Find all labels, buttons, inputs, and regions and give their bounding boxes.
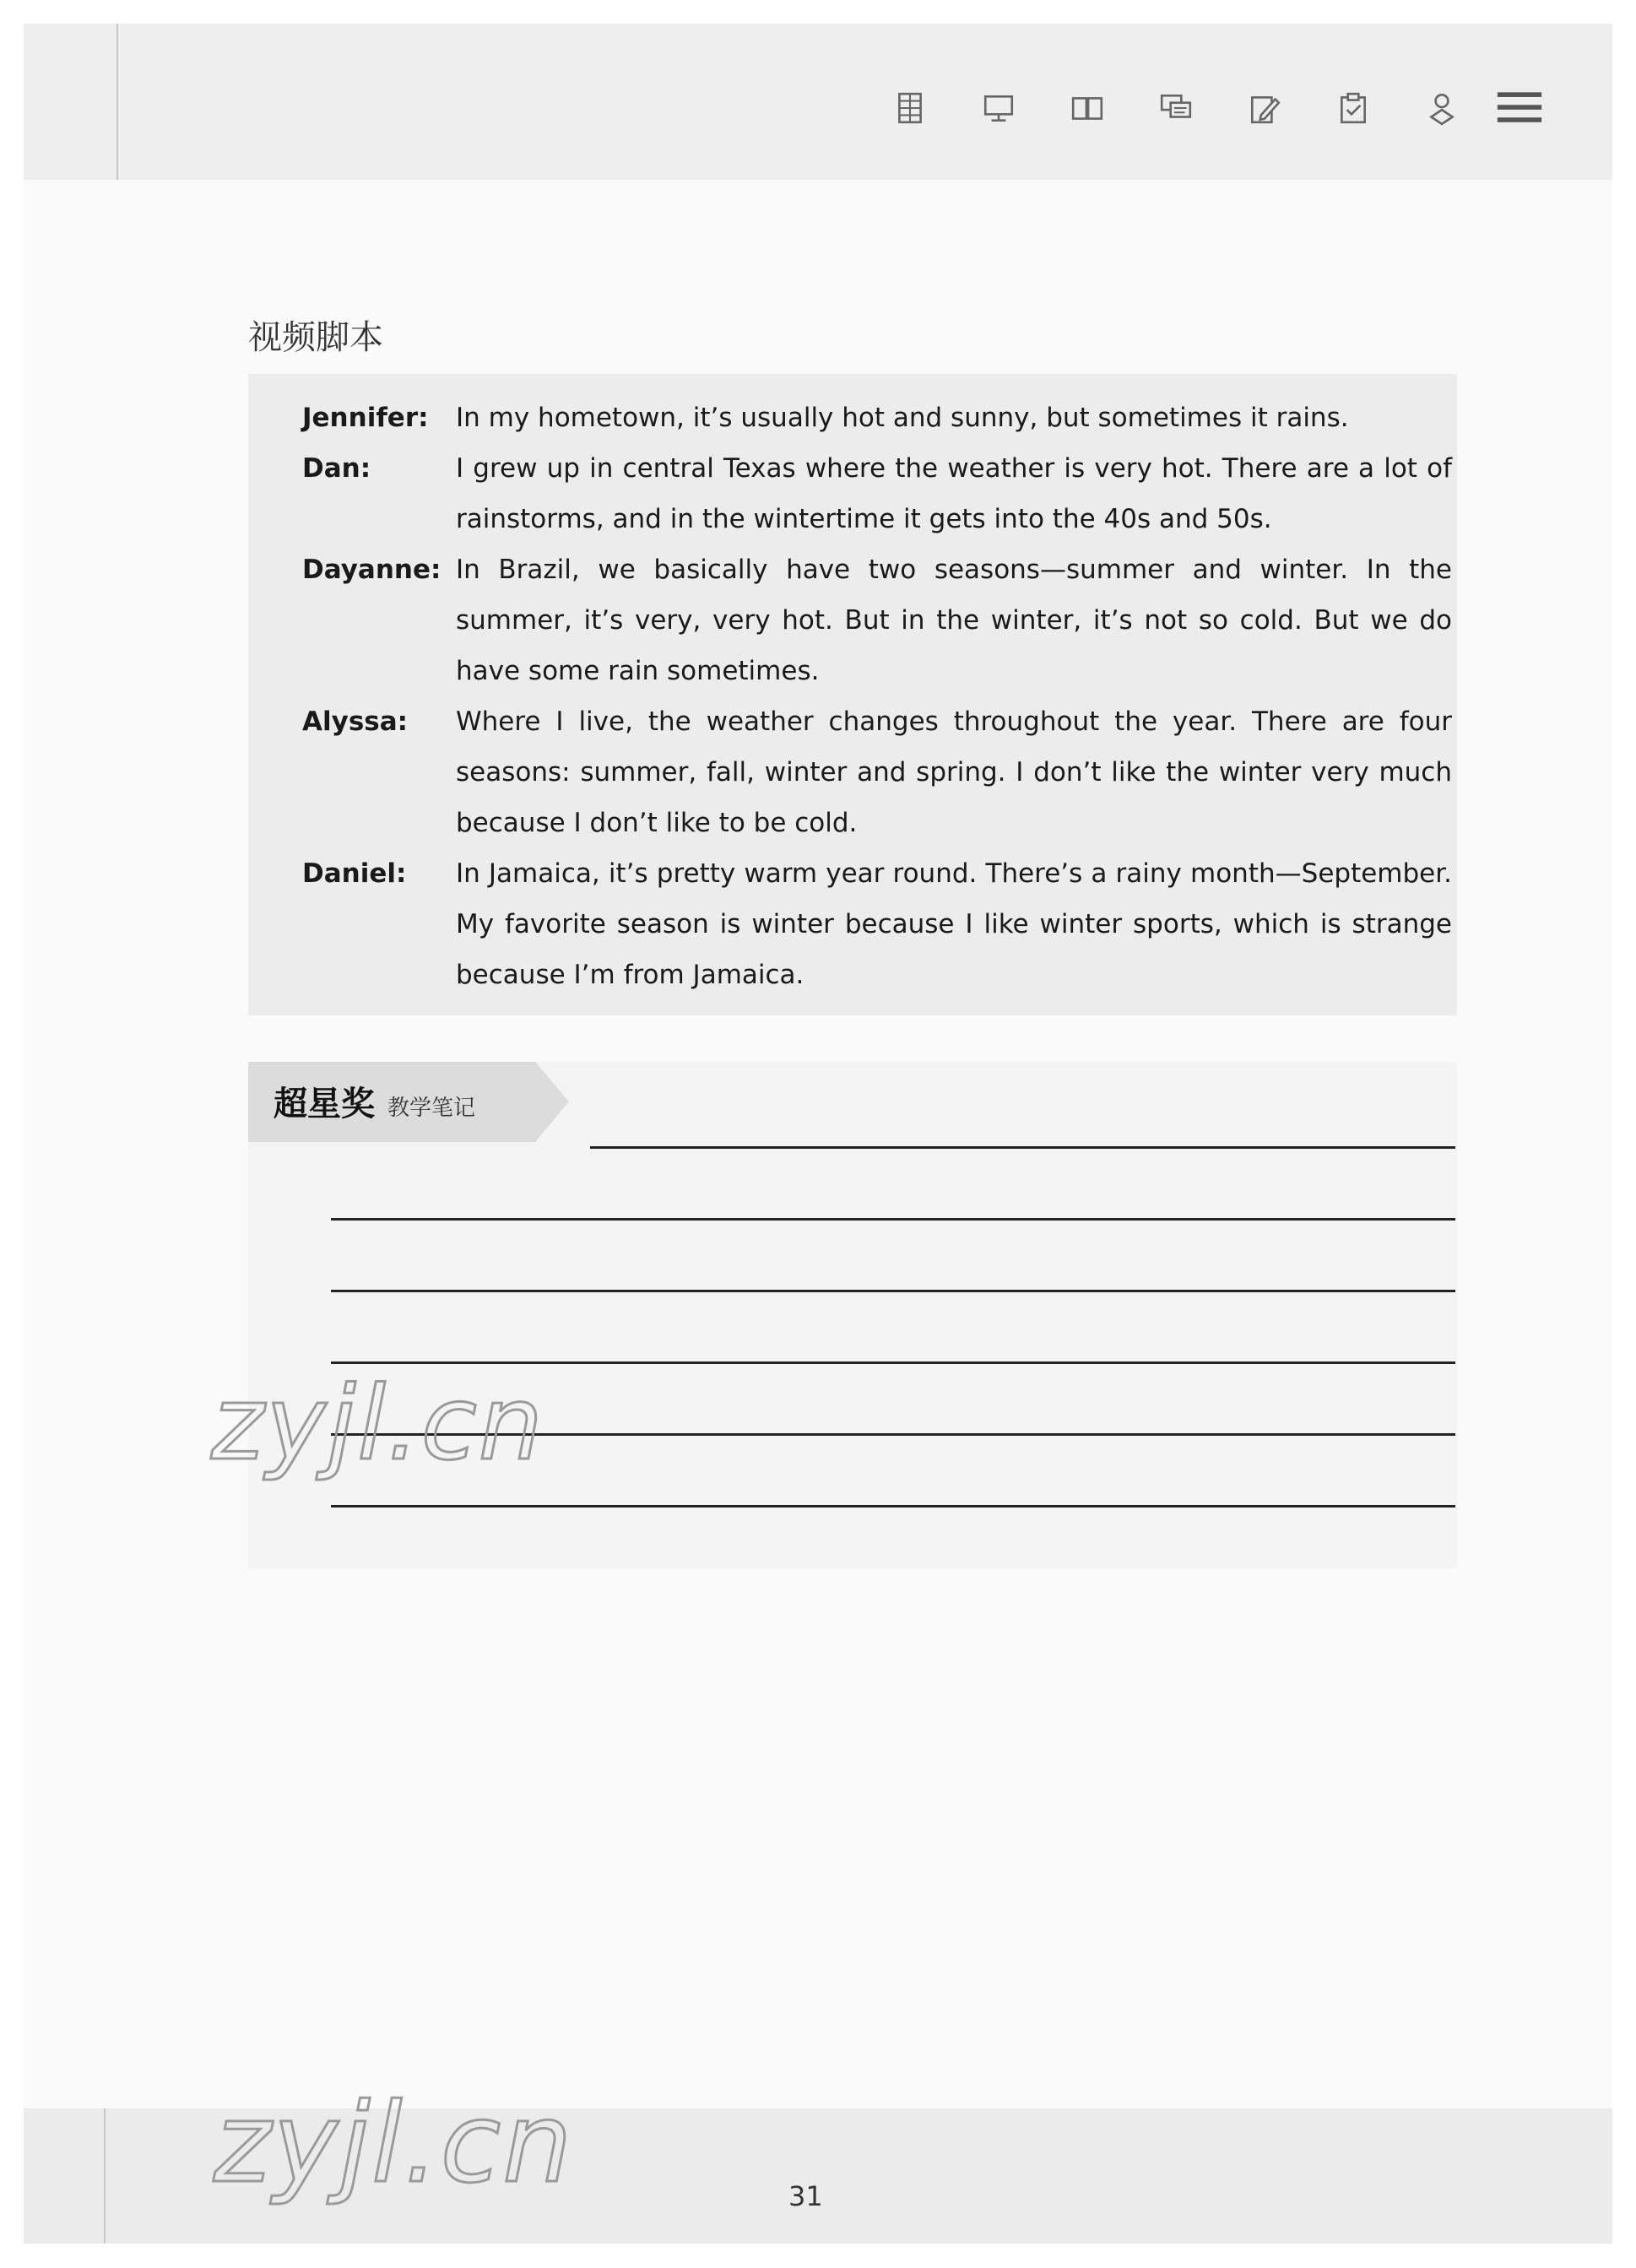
- hamburger-menu-icon[interactable]: [1494, 83, 1545, 133]
- edit-icon[interactable]: [1220, 83, 1308, 133]
- section-title: 视频脚本: [248, 318, 383, 357]
- note-line[interactable]: [331, 1361, 1455, 1364]
- speaker-name: Dan:: [302, 453, 371, 484]
- note-line[interactable]: [331, 1505, 1455, 1507]
- speech-text: In Brazil, we basically have two seasons—summer and winter. In the summer, it’s very, very hot. But in the winter, it’s not so cold. But we do have some rain sometimes.: [456, 555, 1452, 686]
- watermark: zyjl.cn: [211, 1366, 544, 1483]
- notes-label: 超星奖: [274, 1085, 375, 1123]
- book-grid-icon[interactable]: [865, 83, 954, 133]
- chat-icon[interactable]: [1131, 83, 1220, 133]
- speaker-name: Alyssa:: [302, 706, 409, 737]
- speech-text: Where I live, the weather changes throughout the year. There are four seasons: summer, fall, winter and spring. I don’t like the winter very much because I don’t like to be cold.: [456, 706, 1452, 838]
- video-script-box: [248, 374, 1457, 1015]
- speaker-name: Dayanne:: [302, 555, 442, 585]
- watermark: zyjl.cn: [214, 2079, 574, 2207]
- speech-text: In my hometown, it’s usually hot and sunny, but sometimes it rains.: [456, 403, 1349, 433]
- header-band: [24, 24, 1612, 180]
- notes-sublabel: 教学笔记: [387, 1096, 476, 1121]
- user-award-icon[interactable]: [1397, 83, 1486, 133]
- clipboard-check-icon[interactable]: [1308, 83, 1397, 133]
- page-number: 31: [788, 2180, 823, 2212]
- open-book-icon[interactable]: [1043, 83, 1131, 133]
- speaker-name: Daniel:: [302, 858, 407, 889]
- page: [24, 24, 1612, 2244]
- footer-divider: [104, 2108, 106, 2244]
- toolbar: [865, 83, 1545, 133]
- speech-text: In Jamaica, it’s pretty warm year round. There’s a rainy month—September. My favorite season is winter because I like winter sports, which is strange because I’m from Jamaica.: [456, 858, 1452, 990]
- note-line[interactable]: [590, 1146, 1455, 1149]
- note-line[interactable]: [331, 1290, 1455, 1292]
- monitor-icon[interactable]: [954, 83, 1043, 133]
- speech-text: I grew up in central Texas where the weather is very hot. There are a lot of rainstorms, and in the wintertime it gets into the 40s and 50s.: [456, 453, 1452, 534]
- header-divider: [116, 24, 118, 180]
- speaker-name: Jennifer:: [302, 403, 429, 433]
- teaching-notes: [248, 1062, 1457, 1568]
- note-line[interactable]: [331, 1218, 1455, 1221]
